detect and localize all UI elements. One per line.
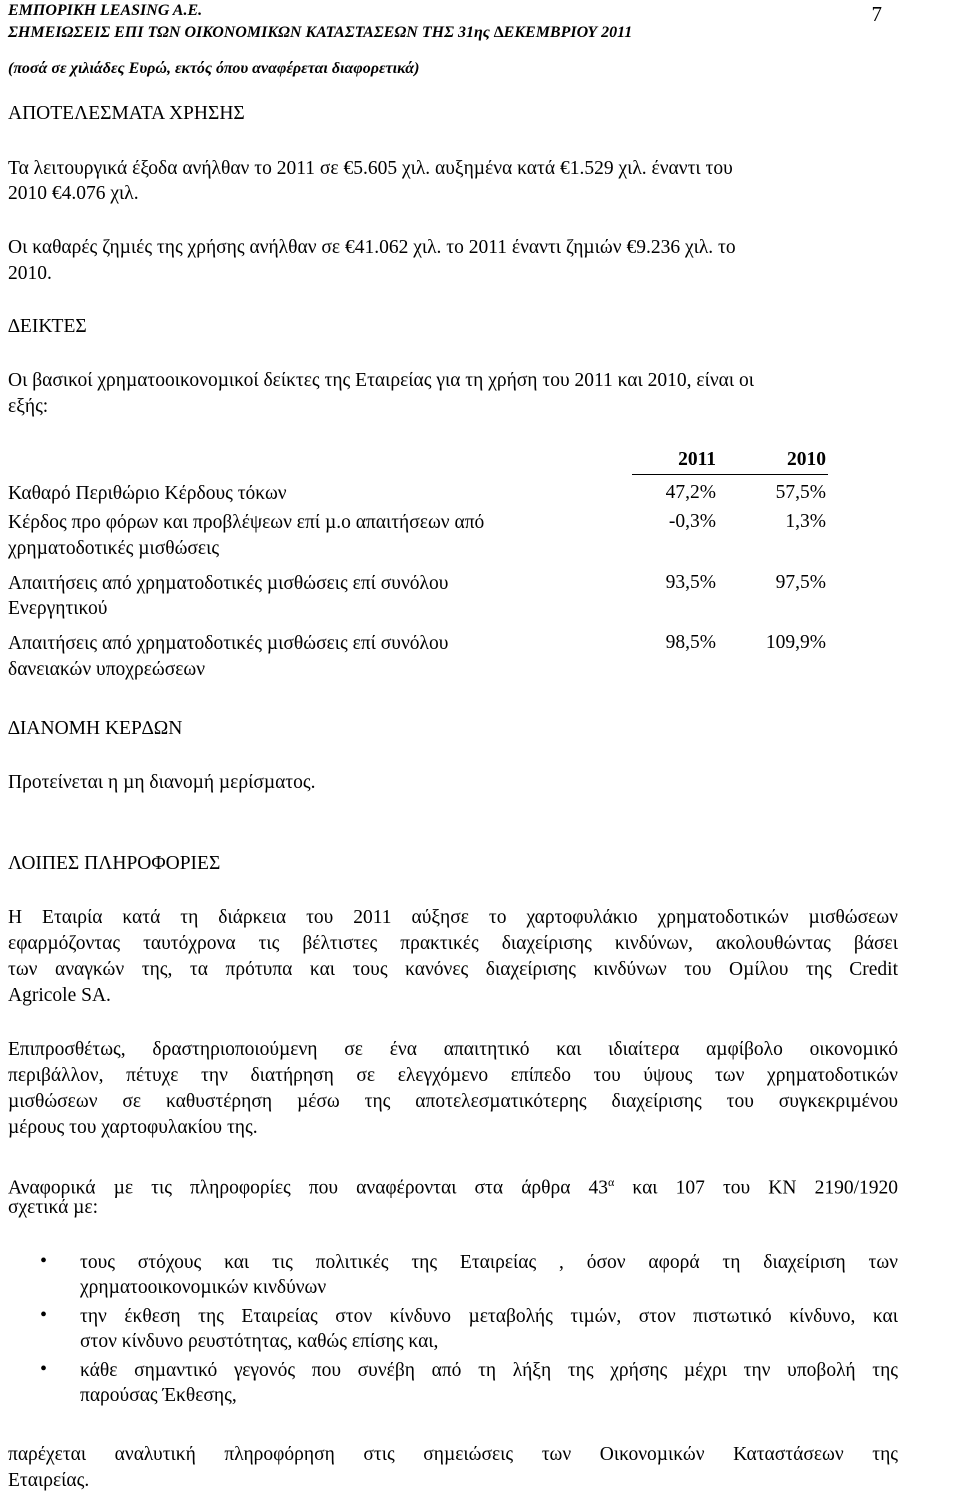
indices-intro-line-2: εξής: [8, 396, 49, 417]
other-para-1-line: Η Εταιρία κατά τη διάρκεια του 2011 αύξησε το χαρτοφυλάκιο χρηµατοδοτικών µισθώσεων [8, 907, 898, 928]
other-para-1-line: εφαρµόζοντας ταυτόχρονα τις βέλτιστες πρακτικές διαχείρισης κινδύνων, ακολουθώντας βάσει [8, 933, 898, 954]
table-header-2010: 2010 [787, 449, 826, 470]
table-row-label: Καθαρό Περιθώριο Κέρδους τόκων [8, 483, 287, 504]
distribution-text: Προτείνεται η µη διανοµή µερίσµατος. [8, 772, 316, 793]
bullet-item-line: την έκθεση της Εταιρείας στον κίνδυνο µεταβολής τιµών, στον πιστωτικό κίνδυνο, και [80, 1306, 898, 1327]
table-cell-2011: 93,5% [665, 572, 716, 593]
table-row-label-cont: Ενεργητικού [8, 598, 108, 619]
results-para-2-line-1: Οι καθαρές ζηµιές της χρήσης ανήλθαν σε €41.062 χιλ. το 2011 έναντι ζηµιών €9.236 χιλ. το [8, 237, 736, 258]
company-name: ΕΜΠΟΡΙΚΗ LEASING A.E. [8, 2, 203, 19]
table-cell-2010: 1,3% [785, 511, 826, 532]
other-para-2-line: µισθώσεων σε καθυστέρηση µέσω της αποτελεσµατικότερης διαχείρισης του συγκεκριµένου [8, 1091, 898, 1112]
page-number: 7 [871, 2, 882, 26]
other-para-1-line: Agricole SA. [8, 985, 111, 1006]
bullet-item-line: τους στόχους και τις πολιτικές της Εταιρείας , όσον αφορά τη διαχείριση των [80, 1252, 898, 1273]
indices-title: ∆ΕΙΚΤΕΣ [8, 316, 87, 337]
results-para-1-line-1: Τα λειτουργικά έξοδα ανήλθαν το 2011 σε €5.605 χιλ. αυξηµένα κατά €1.529 χιλ. έναντι του [8, 158, 733, 179]
indices-intro-line-1: Οι βασικοί χρηµατοοικονοµικοί δείκτες της Εταιρείας για τη χρήση του 2011 και 2010, είναι οι [8, 370, 754, 391]
bullet-item-line: κάθε σηµαντικό γεγονός που συνέβη από τη λήξη της χρήσης µέχρι την υποβολή της [80, 1360, 898, 1381]
other-para-2-line: µέρους του χαρτοφυλακίου της. [8, 1117, 258, 1138]
table-cell-2010: 109,9% [765, 632, 826, 653]
table-row-label: Απαιτήσεις από χρηµατοδοτικές µισθώσεις επί συνόλου [8, 633, 449, 654]
other-para-1-line: των αναγκών της, τα πρότυπα και τους κανόνες διαχείρισης κινδύνων του Οµίλου της Credit [8, 959, 898, 980]
table-row-label-cont: δανειακών υποχρεώσεων [8, 659, 206, 680]
other-info-title: ΛΟΙΠΕΣ ΠΛΗΡΟΦΟΡΙΕΣ [8, 853, 221, 874]
table-cell-2011: 98,5% [665, 632, 716, 653]
amounts-note: (ποσά σε χιλιάδες Ευρώ, εκτός όπου αναφέρεται διαφορετικά) [8, 60, 420, 77]
results-para-1-line-2: 2010 €4.076 χιλ. [8, 183, 139, 204]
table-cell-2011: -0,3% [668, 511, 716, 532]
other-para-3-line-2: σχετικά µε: [8, 1197, 99, 1218]
bullet-item-line-cont: χρηµατοοικονοµικών κινδύνων [80, 1277, 327, 1298]
table-cell-2011: 47,2% [665, 482, 716, 503]
table-cell-2010: 97,5% [775, 572, 826, 593]
table-header-2011: 2011 [678, 449, 716, 470]
table-row-label-cont: χρηµατοδοτικές µισθώσεις [8, 538, 220, 559]
other-para-3-text-b: και 107 του ΚΝ 2190/1920 [614, 1177, 898, 1199]
table-header-rule [632, 474, 828, 475]
other-para-3-text-a: Αναφορικά µε τις πληροφορίες που αναφέρονται στα άρθρα 43 [8, 1177, 609, 1199]
table-row-label: Κέρδος προ φόρων και προβλέψεων επί µ.ο απαιτήσεων από [8, 512, 485, 533]
bullet-item-line-cont: στον κίνδυνο ρευστότητας, καθώς επίσης και, [80, 1331, 439, 1352]
bullet-icon: • [40, 1304, 48, 1326]
other-para-2-line: Επιπροσθέτως, δραστηριοποιούµενη σε ένα απαιτητικό και ιδιαίτερα αµφίβολο οικονοµικό [8, 1039, 898, 1060]
bullet-icon: • [40, 1250, 48, 1272]
other-para-2-line: περιβάλλον, πέτυχε την διατήρηση σε ελεγχόµενο επίπεδο του ύψους των χρηµατοδοτικών [8, 1065, 898, 1086]
closing-line-2: Εταιρείας. [8, 1470, 90, 1491]
closing-line-1: παρέχεται αναλυτική πληροφόρηση στις σηµειώσεις των Οικονοµικών Καταστάσεων της [8, 1444, 898, 1465]
table-cell-2010: 57,5% [775, 482, 826, 503]
bullet-icon: • [40, 1358, 48, 1380]
results-para-2-line-2: 2010. [8, 263, 52, 284]
article-superscript: α [608, 1175, 615, 1189]
notes-title: ΣΗΜΕΙΩΣΕΙΣ ΕΠΙ ΤΩΝ ΟΙΚΟΝΟΜΙΚΩΝ ΚΑΤΑΣΤΑΣΕΩΝ ΤΗΣ 31ης ∆ΕΚΕΜΒΡΙΟΥ 2011 [8, 24, 633, 41]
results-title: ΑΠΟΤΕΛΕΣΜΑΤΑ ΧΡΗΣΗΣ [8, 103, 245, 124]
bullet-item-line-cont: παρούσας Έκθεσης, [80, 1385, 237, 1406]
table-row-label: Απαιτήσεις από χρηµατοδοτικές µισθώσεις επί συνόλου [8, 573, 449, 594]
distribution-title: ∆ΙΑΝΟΜΗ ΚΕΡ∆ΩΝ [8, 718, 183, 739]
